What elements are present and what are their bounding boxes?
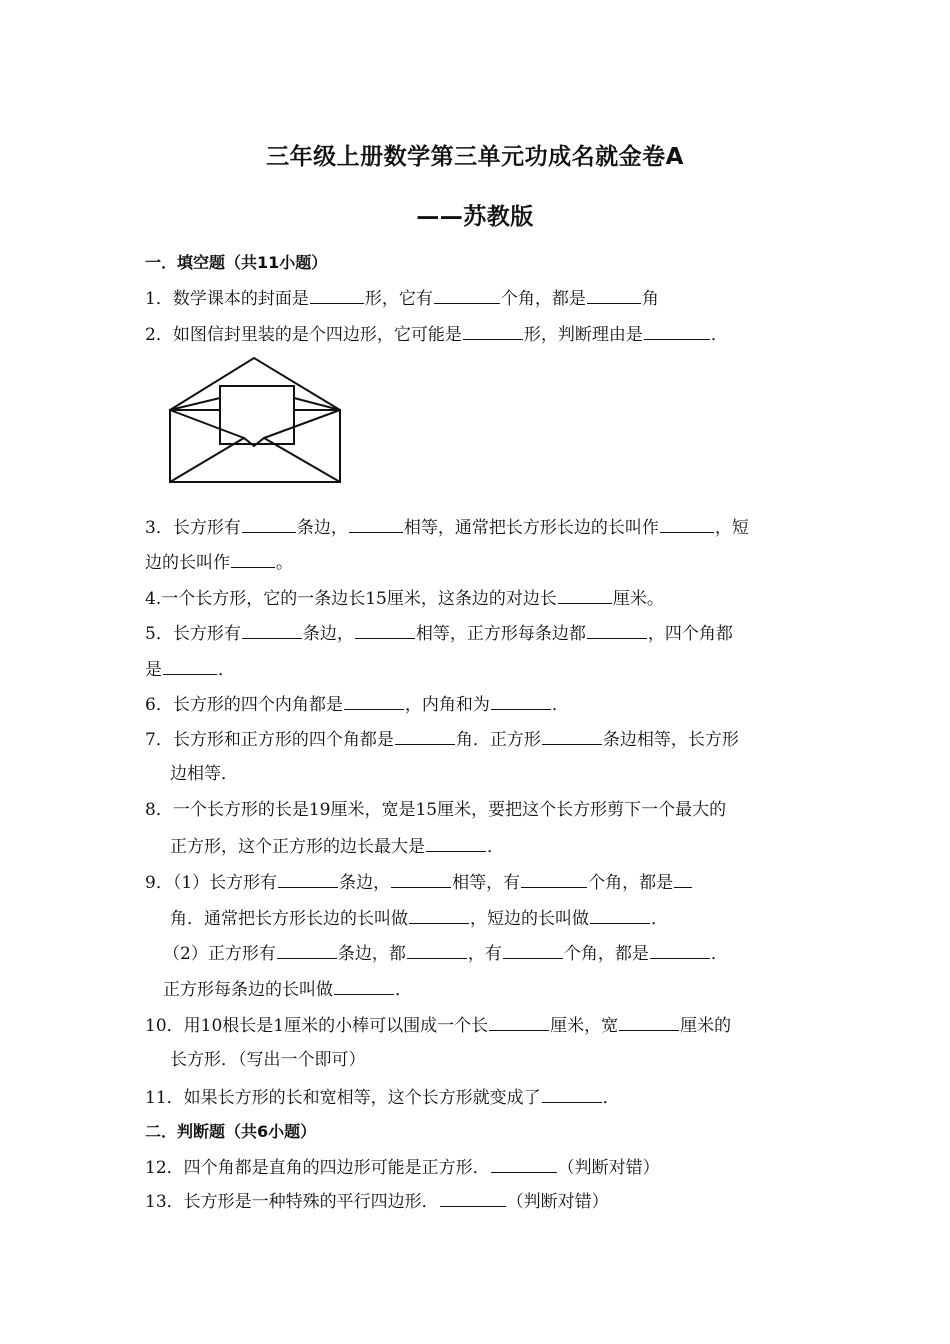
inserted-card xyxy=(220,386,294,444)
question-8: 8．一个长方形的长是19厘米，宽是15厘米，要把这个长方形剪下一个最大的 xyxy=(145,800,727,820)
question-5: 5．长方形有 条边， 相等，正方形每条边都 ，四个角都 xyxy=(145,621,733,645)
question-13: 13．长方形是一种特殊的平行四边形． （判断对错） xyxy=(145,1189,609,1213)
question-6: 6．长方形的四个内角都是 ，内角和为 ． xyxy=(145,692,569,716)
answer-blank[interactable] xyxy=(391,870,451,888)
envelope-figure xyxy=(166,356,346,486)
answer-blank[interactable] xyxy=(590,906,650,924)
answer-blank[interactable] xyxy=(619,1013,679,1031)
answer-blank[interactable] xyxy=(434,286,500,304)
answer-blank[interactable] xyxy=(660,515,714,533)
answer-blank[interactable] xyxy=(440,1189,506,1207)
question-10: 10．用10根长是1厘米的小棒可以围成一个长 厘米，宽 厘米的 xyxy=(145,1013,731,1037)
answer-blank[interactable] xyxy=(409,906,469,924)
question-2: 2．如图信封里装的是个四边形，它可能是 形，判断理由是 ． xyxy=(145,322,728,346)
answer-blank[interactable] xyxy=(489,1013,549,1031)
answer-blank[interactable] xyxy=(277,941,337,959)
question-4: 4.一个长方形，它的一条边长15厘米，这条边的对边长 厘米。 xyxy=(145,586,664,610)
answer-blank[interactable] xyxy=(587,621,647,639)
question-11: 11．如果长方形的长和宽相等，这个长方形就变成了 ． xyxy=(145,1085,620,1109)
page-title: 三年级上册数学第三单元功成名就金卷A xyxy=(266,144,684,170)
answer-blank[interactable] xyxy=(491,692,551,710)
question-12: 12．四个角都是直角的四边形可能是正方形． （判断对错） xyxy=(145,1155,660,1179)
answer-blank[interactable] xyxy=(334,977,394,995)
question-8-cont: 正方形，这个正方形的边长最大是 ． xyxy=(170,834,504,858)
answer-blank[interactable] xyxy=(349,515,403,533)
question-9-part-2-cont: 正方形每条边的长叫做 ． xyxy=(163,977,412,1001)
answer-blank[interactable] xyxy=(310,286,364,304)
answer-blank[interactable] xyxy=(231,550,275,568)
question-3: 3．长方形有 条边， 相等，通常把长方形长边的长叫作 ，短 xyxy=(145,515,749,539)
page-subtitle: ——苏教版 xyxy=(416,204,534,230)
question-7: 7．长方形和正方形的四个角都是 角．正方形 条边相等，长方形 xyxy=(145,727,739,751)
question-3-cont: 边的长叫作 。 xyxy=(145,550,293,574)
answer-blank[interactable] xyxy=(278,870,338,888)
section-true-false: 二．判断题（共6小题） xyxy=(145,1122,317,1141)
answer-blank[interactable] xyxy=(344,692,404,710)
question-9-part-1: 9．（1）长方形有 条边， 相等，有 个角，都是 xyxy=(145,870,693,894)
answer-blank[interactable] xyxy=(242,515,296,533)
answer-blank[interactable] xyxy=(644,322,710,340)
answer-blank[interactable] xyxy=(491,1155,557,1173)
answer-blank[interactable] xyxy=(426,834,486,852)
answer-blank[interactable] xyxy=(242,621,302,639)
answer-blank[interactable] xyxy=(521,870,587,888)
section-fill-in: 一．填空题（共11小题） xyxy=(145,253,328,272)
answer-blank[interactable] xyxy=(650,941,710,959)
answer-blank[interactable] xyxy=(463,322,523,340)
question-10-cont: 长方形．（写出一个即可） xyxy=(170,1050,366,1070)
question-5-cont: 是 ． xyxy=(145,657,235,681)
answer-blank[interactable] xyxy=(542,1085,602,1103)
answer-blank[interactable] xyxy=(355,621,415,639)
question-9-part-1-cont: 角．通常把长方形长边的长叫做 ，短边的长叫做 ． xyxy=(170,906,668,930)
answer-blank[interactable] xyxy=(558,586,612,604)
answer-blank[interactable] xyxy=(407,941,467,959)
question-1: 1．数学课本的封面是 形，它有 个角，都是 角 xyxy=(145,286,659,310)
answer-blank[interactable] xyxy=(674,870,692,888)
answer-blank[interactable] xyxy=(587,286,641,304)
answer-blank[interactable] xyxy=(395,727,455,745)
answer-blank[interactable] xyxy=(163,657,217,675)
question-7-cont: 边相等． xyxy=(170,764,238,784)
answer-blank[interactable] xyxy=(503,941,563,959)
question-9-part-2: （2）正方形有 条边，都 ，有 个角，都是 ． xyxy=(163,941,728,965)
answer-blank[interactable] xyxy=(542,727,602,745)
